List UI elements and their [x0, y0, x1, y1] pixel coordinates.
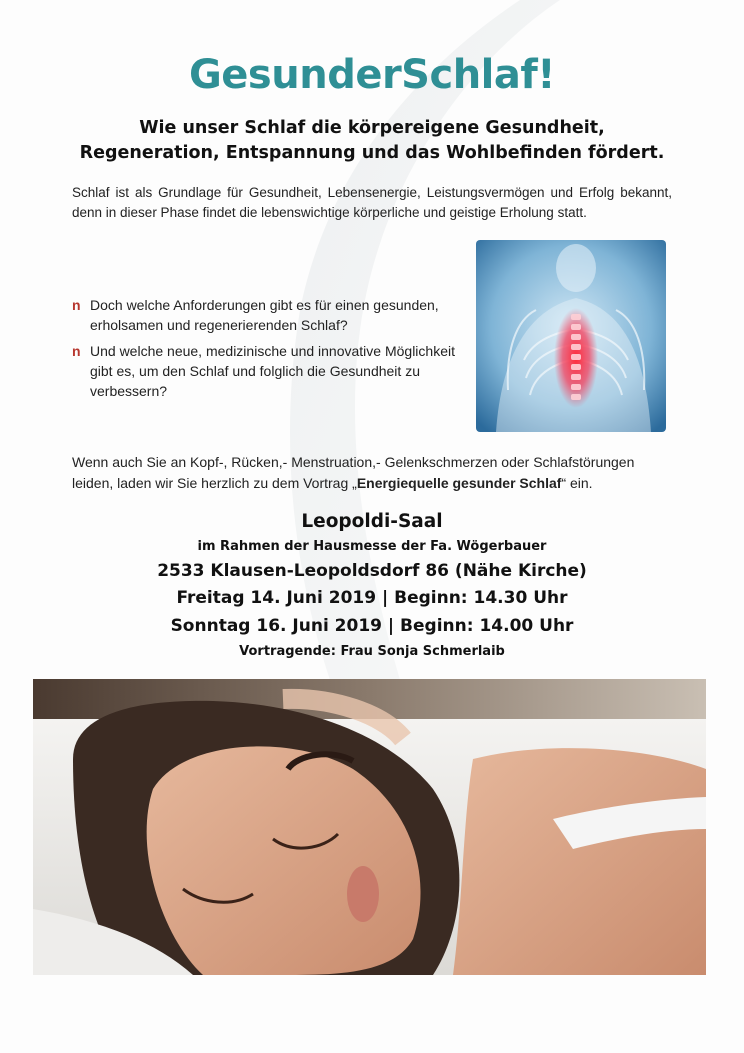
list-item-text: Doch welche Anforderungen gibt es für einen gesunden, erholsamen und regenerierenden Schlaf?: [90, 297, 439, 333]
page-title: GesunderSchlaf!: [188, 52, 556, 98]
event-details: [0, 508, 744, 664]
event-speaker: Vortragende: Frau Sonja Schmerlaib: [239, 644, 505, 659]
lecture-title: Energiequelle gesunder Schlaf: [356, 475, 562, 491]
invitation-text-end: “ ein.: [561, 475, 593, 491]
spine-xray-image: [476, 240, 666, 432]
subtitle: [60, 116, 684, 166]
list-item: [72, 341, 472, 401]
list-item: [72, 295, 472, 335]
venue-name: Leopoldi-Saal: [301, 511, 443, 532]
event-address: 2533 Klausen-Leopoldsdorf 86 (Nähe Kirche): [157, 561, 587, 581]
list-item-text: Und welche neue, medizinische und innovative Möglichkeit gibt es, um den Schlaf und folglich die Gesundheit zu verbessern?: [90, 343, 455, 399]
subtitle-line-1: Wie unser Schlaf die körpereigene Gesundheit,: [139, 118, 605, 138]
event-date-2: Sonntag 16. Juni 2019 | Beginn: 14.00 Uhr: [170, 616, 574, 636]
bullet-marker: n: [72, 297, 81, 313]
intro-paragraph: Schlaf ist als Grundlage für Gesundheit, Lebensenergie, Leistungsvermögen und Erfolg bekannt, denn in dieser Phase findet die lebenswichtige körperliche und geistige Erholung statt.: [72, 185, 672, 220]
subtitle-line-2: Regeneration, Entspannung und das Wohlbefinden fördert.: [79, 143, 665, 163]
question-list: [72, 295, 472, 407]
invitation-text: Wenn auch Sie an Kopf-, Rücken,- Menstruation,- Gelenkschmerzen oder Schlafstörungen leiden, laden wir Sie herzlich zu dem Vortrag „: [72, 454, 635, 491]
sleeping-woman-photo: [33, 679, 706, 975]
invitation-paragraph: [72, 452, 672, 494]
event-context: im Rahmen der Hausmesse der Fa. Wögerbauer: [197, 539, 547, 554]
event-date-1: Freitag 14. Juni 2019 | Beginn: 14.30 Uhr: [176, 588, 568, 608]
bullet-marker: n: [72, 343, 81, 359]
